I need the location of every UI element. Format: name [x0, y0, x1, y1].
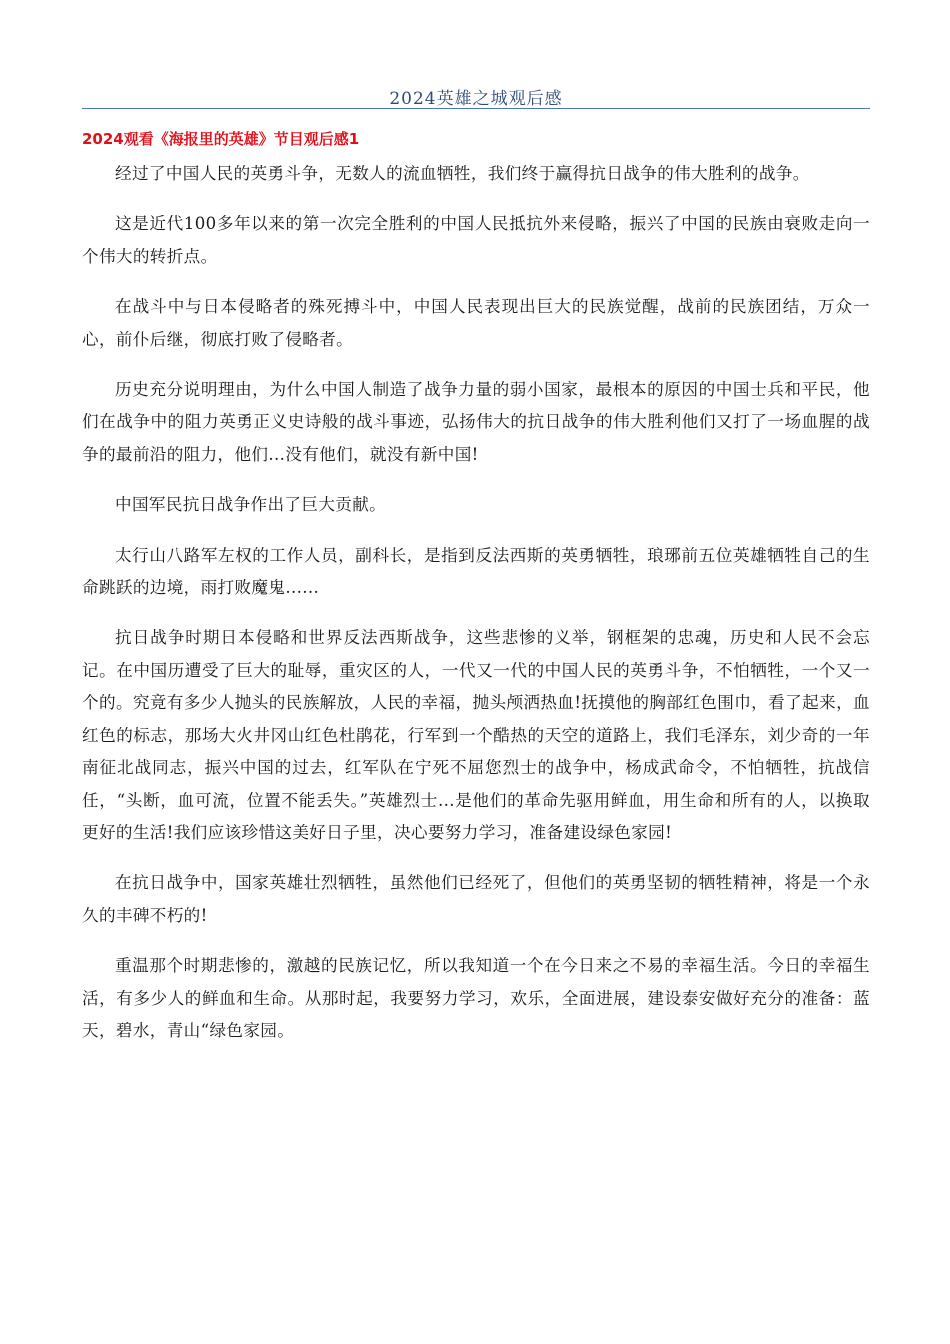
paragraph: 太行山八路军左权的工作人员，副科长，是指到反法西斯的英勇牺牲，琅琊前五位英雄牺牲自己的生命跳跃的边境，雨打败魔鬼......: [82, 545, 870, 598]
paragraph: 在战斗中与日本侵略者的殊死搏斗中，中国人民表现出巨大的民族觉醒，战前的民族团结，万众一心，前仆后继，彻底打败了侵略者。: [82, 297, 870, 349]
paragraph: 历史充分说明理由，为什么中国人制造了战争力量的弱小国家，最根本的原因的中国士兵和平民，他们在战争中的阻力英勇正义史诗般的战斗事迹，弘扬伟大的抗日战争的伟大胜利他们又打了一场血腥的战争的最前沿的阻力，他们...没有他们，就没有新中国!: [82, 380, 870, 464]
article-body: [82, 158, 870, 1065]
paragraph: 经过了中国人民的英勇斗争，无数人的流血牺牲，我们终于赢得抗日战争的伟大胜利的战争。: [115, 164, 810, 183]
paragraph: 在抗日战争中，国家英雄壮烈牺牲，虽然他们已经死了，但他们的英勇坚韧的牺牲精神，将是一个永久的丰碑不朽的!: [82, 873, 870, 925]
paragraph: 重温那个时期悲惨的，激越的民族记忆，所以我知道一个在今日来之不易的幸福生活。今日的幸福生活，有多少人的鲜血和生命。从那时起，我要努力学习，欢乐，全面进展，建设泰安做好充分的准备：蓝天，碧水，青山“绿色家园。: [82, 956, 870, 1040]
paragraph: 中国军民抗日战争作出了巨大贡献。: [115, 495, 387, 515]
paragraph: 这是近代100多年以来的第一次完全胜利的中国人民抵抗外来侵略，振兴了中国的民族由衰败走向一个伟大的转折点。: [82, 214, 870, 266]
section-heading: 2024观看《海报里的英雄》节目观后感1: [82, 130, 360, 148]
paragraph: 抗日战争时期日本侵略和世界反法西斯战争，这些悲惨的义举，钢框架的忠魂，历史和人民不会忘记。在中国历遭受了巨大的耻辱，重灾区的人，一代又一代的中国人民的英勇斗争，不怕牺牲，一个又一个的。究竟有多少人抛头的民族解放，人民的幸福，抛头颅洒热血!抚摸他的胸部红色围巾，看了起来，血红色的标志，那场大火井冈山红色杜鹃花，行军到一个酷热的天空的道路上，我们毛泽东，刘少奇的一年南征北战同志，振兴中国的过去，红军队在宁死不屈您烈士的战争中，杨成武命令，不怕牺牲，抗战信任，“头断，血可流，位置不能丢失。”英雄烈士...是他们的革命先驱用鲜血，用生命和所有的人，以换取更好的生活!我们应该珍惜这美好日子里，决心要努力学习，准备建设绿色家园!: [82, 628, 870, 842]
page-header-title: 2024英雄之城观后感: [389, 89, 563, 109]
header-divider: [82, 108, 870, 109]
